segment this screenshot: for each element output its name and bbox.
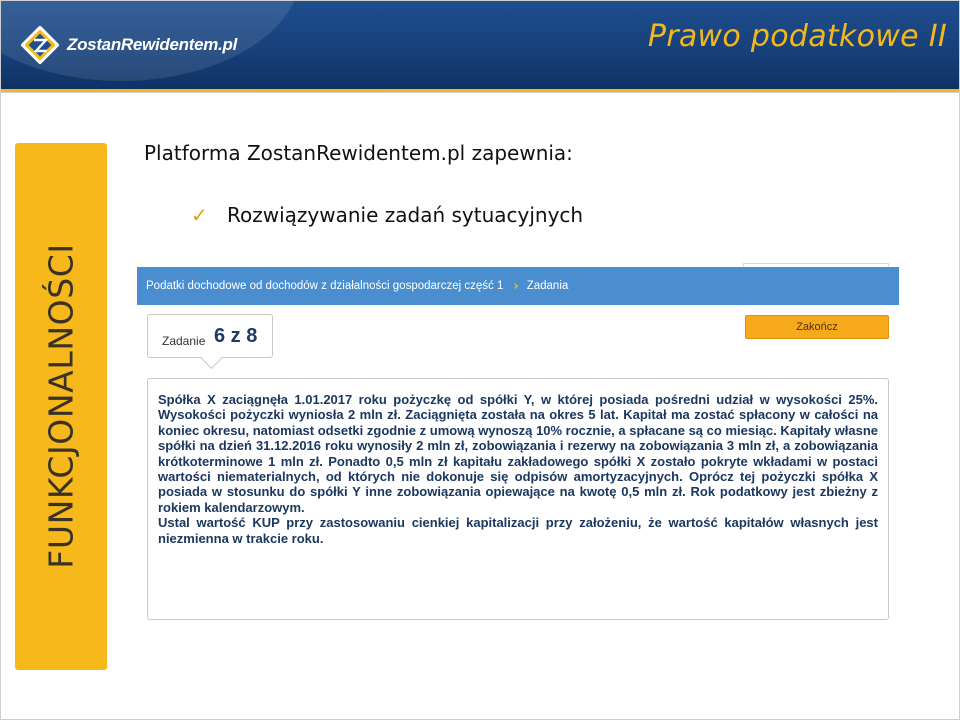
logo-text: ZostanRewidentem.pl — [67, 35, 237, 54]
question-text: Spółka X zaciągnęła 1.01.2017 roku pożyczkę od spółki Y, w której posiada pośredni udział w wysokości 25%. Wysokości pożyczki wyniosła 2 mln zł. Zaciągnięta została na okres 5 lat. Kapitał ma zostać spłacony w całości na koniec okresu, natomiast odsetki zgodnie z umową wynoszą 10% rocznie, a spłacane są co miesiąc. Kapitały własne spółki na dzień 31.12.2016 roku wynosiły 2 mln zł, zobowiązania i rezerwy na zobowiązania 3 mln zł, a zobowiązania krótkoterminowe 1 mln zł. Ponadto 0,5 mln zł kapitału zakładowego spółki X zostało pokryte wkładami w postaci wartości niematerialnych, od których nie dokonuje się odpisów amortyzacyjnych. Oprócz tej pożyczki spółka X posiada w stosunku do spółki Y inne zobowiązania opiewające na kwotę 0,5 mln zł. Rok podatkowy jest zbieżny z rokiem kalendarzowym. — [158, 392, 878, 515]
presentation-title: Prawo podatkowe II — [647, 19, 947, 54]
intro-text: Platforma ZostanRewidentem.pl zapewnia: — [144, 141, 573, 165]
question-panel — [147, 378, 889, 620]
header-band — [1, 1, 960, 89]
logo-diamond-icon — [19, 24, 61, 66]
feature-bullet — [191, 203, 583, 227]
finish-button[interactable]: Zakończ — [745, 315, 889, 339]
task-label: Zadanie — [162, 334, 206, 348]
header-divider — [1, 92, 960, 93]
section-side-bar — [15, 143, 107, 670]
section-label: FUNKCJONALNOŚCI — [41, 243, 81, 569]
breadcrumb-current: Zadania — [526, 280, 569, 292]
embedded-app-screenshot — [137, 263, 899, 629]
task-counter-box — [147, 314, 273, 358]
breadcrumb — [137, 267, 899, 305]
feature-bullet-text: Rozwiązywanie zadań sytuacyjnych — [227, 203, 584, 227]
question-instruction: Ustal wartość KUP przy zastosowaniu cienkiej kapitalizacji przy założeniu, że wartość kapitałów własnych jest niezmienna w trakcie roku. — [158, 515, 878, 546]
chevron-right-icon: › — [513, 278, 519, 294]
checkmark-icon: ✓ — [191, 203, 208, 227]
breadcrumb-course-link[interactable]: Podatki dochodowe od dochodów z działalności gospodarczej część 1 — [146, 280, 504, 292]
task-counter: 6 z 8 — [214, 325, 258, 347]
logo — [19, 23, 237, 67]
